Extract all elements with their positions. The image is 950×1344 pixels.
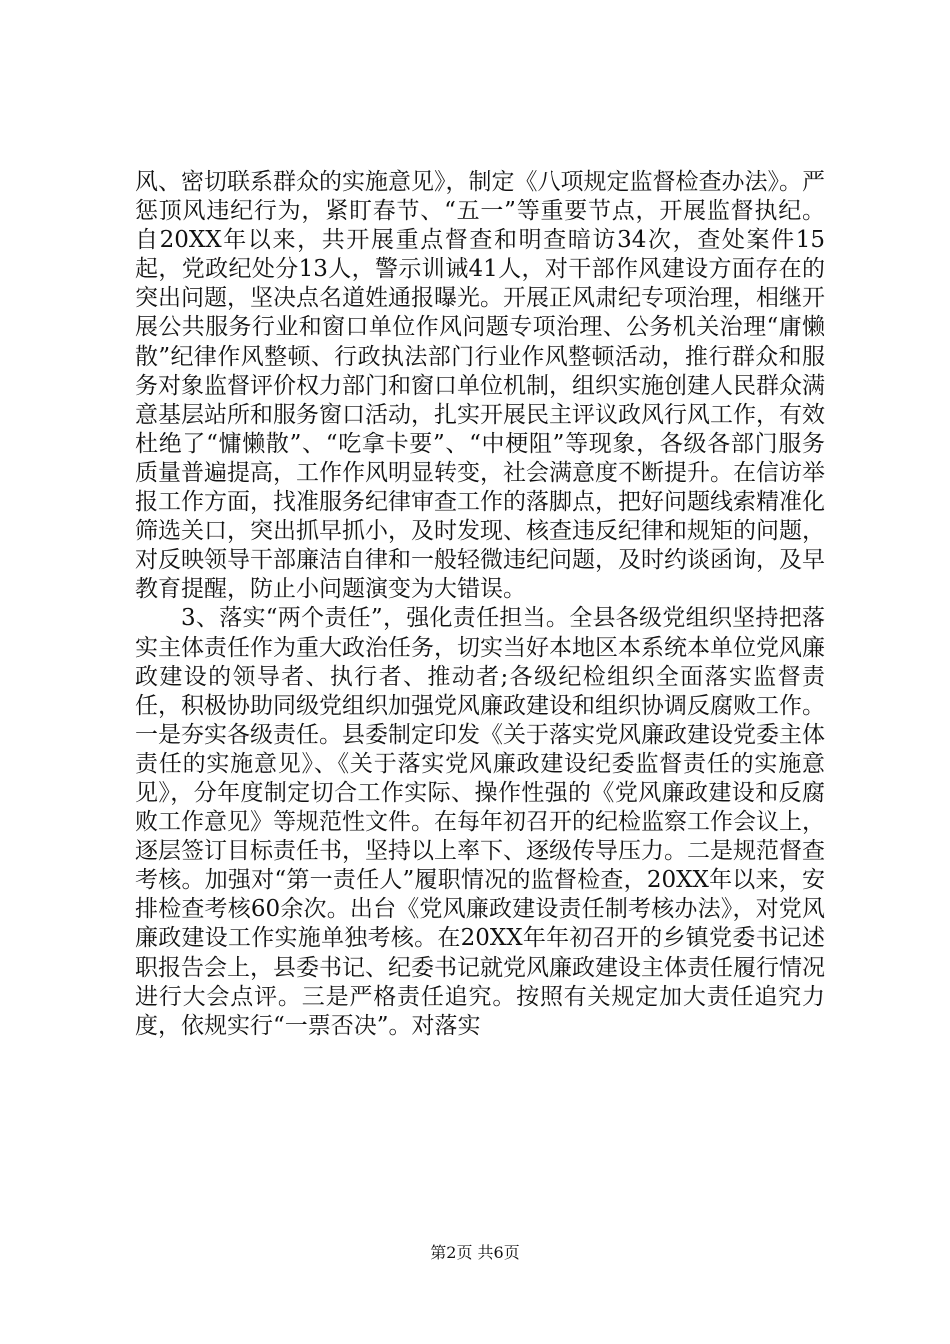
page-number-footer: 第2页 共6页: [430, 1243, 520, 1262]
paragraph-1: 风、密切联系群众的实施意见》，制定《八项规定监督检查办法》。严惩顶风违纪行为，紧盯春节、“五一”等重要节点，开展监督执纪。自20XX年以来，共开展重点督查和明查暗访34次，查处案件15起，党政纪处分13人，警示训诫41人，对干部作风建设方面存在的突出问题，坚决点名道姓通报曝光。开展正风肃纪专项治理，相继开展公共服务行业和窗口单位作风问题专项治理、公务机关治理“庸懒散”纪律作风整顿、行政执法部门行业作风整顿活动，推行群众和服务对象监督评价权力部门和窗口单位机制，组织实施创建人民群众满意基层站所和服务窗口活动，扎实开展民主评议政风行风工作，有效杜绝了“慵懒散”、“吃拿卡要”、“中梗阻”等现象，各级各部门服务质量普遍提高，工作作风明显转变，社会满意度不断提升。在信访举报工作方面，找准服务纪律审查工作的落脚点，把好问题线索精准化筛选关口，突出抓早抓小，及时发现、核查违反纪律和规矩的问题，对反映领导干部廉洁自律和一般轻微违纪问题，及时约谈函询，及早教育提醒，防止小问题演变为大错误。: [135, 169, 825, 603]
paragraph-2: 3、落实“两个责任”，强化责任担当。全县各级党组织坚持把落实主体责任作为重大政治任务，切实当好本地区本系统本单位党风廉政建设的领导者、执行者、推动者;各级纪检组织全面落实监督责任，积极协助同级党组织加强党风廉政建设和组织协调反腐败工作。一是夯实各级责任。县委制定印发《关于落实党风廉政建设党委主体责任的实施意见》、《关于落实党风廉政建设纪委监督责任的实施意见》，分年度制定切合工作实际、操作性强的《党风廉政建设和反腐败工作意见》等规范性文件。在每年初召开的纪检监察工作会议上，逐层签订目标责任书，坚持以上率下、逐级传导压力。二是规范督查考核。加强对“第一责任人”履职情况的监督检查，20XX年以来，安排检查考核60余次。出台《党风廉政建设责任制考核办法》，对党风廉政建设工作实施单独考核。在20XX年年初召开的乡镇党委书记述职报告会上，县委书记、纪委书记就党风廉政建设主体责任履行情况进行大会点评。三是严格责任追究。按照有关规定加大责任追究力度，依规实行“一票否决”。对落实: [135, 605, 825, 1039]
body-text: [135, 168, 825, 1041]
